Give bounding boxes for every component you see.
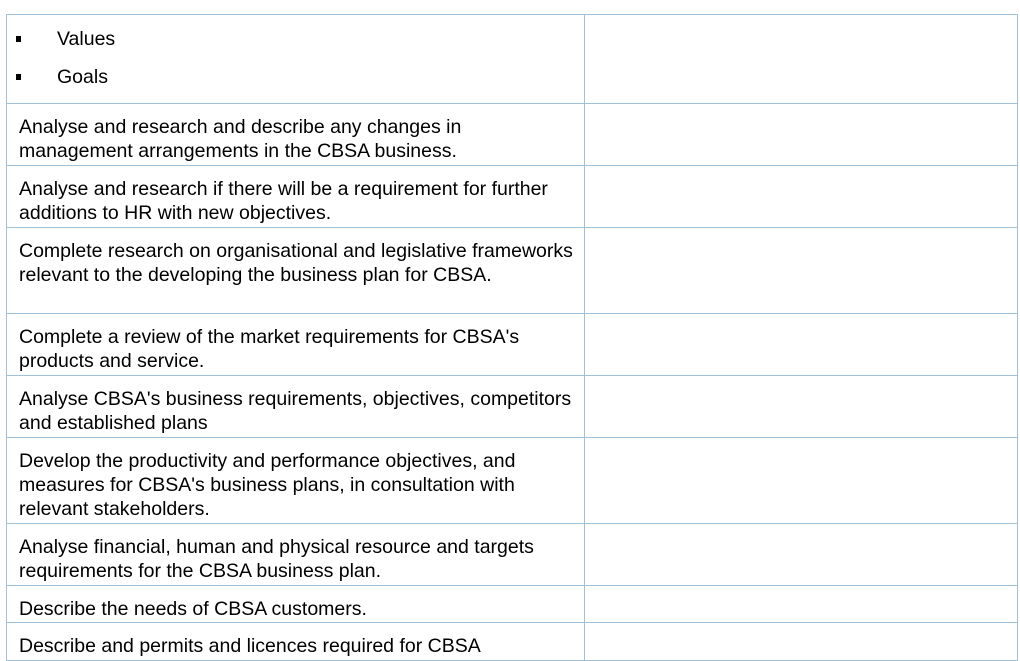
response-cell[interactable]: [585, 586, 1018, 623]
table-row: [7, 314, 1018, 376]
task-cell: [7, 376, 585, 438]
list-item: [7, 65, 584, 103]
list-item: [7, 27, 584, 65]
task-cell: [7, 438, 585, 524]
task-cell: [7, 104, 585, 166]
response-cell[interactable]: [585, 15, 1018, 104]
table-row: [7, 15, 1018, 104]
bullet-list: [7, 15, 584, 103]
task-cell: [7, 314, 585, 376]
table-row: [7, 228, 1018, 314]
task-cell: [7, 166, 585, 228]
list-item-label: Goals: [57, 66, 108, 88]
response-cell[interactable]: [585, 623, 1018, 661]
table-row: [7, 104, 1018, 166]
list-item-label: Values: [57, 28, 116, 50]
response-cell[interactable]: [585, 524, 1018, 586]
response-cell[interactable]: [585, 228, 1018, 314]
task-text: Describe and permits and licences required for CBSA: [19, 635, 481, 657]
task-text: Describe the needs of CBSA customers.: [19, 598, 367, 620]
bullet-square-icon: [16, 36, 21, 42]
response-cell[interactable]: [585, 104, 1018, 166]
response-cell[interactable]: [585, 166, 1018, 228]
table-row: [7, 438, 1018, 524]
task-text: Develop the productivity and performance objectives, and measures for CBSA's business plans, in consultation with relevant stakeholders.: [19, 450, 516, 520]
task-cell: [7, 15, 585, 104]
table-row: [7, 166, 1018, 228]
task-text: Analyse financial, human and physical resource and targets requirements for the CBSA business plan.: [19, 536, 534, 582]
requirements-table: [6, 14, 1018, 661]
task-text: Analyse and research and describe any changes in management arrangements in the CBSA business.: [19, 116, 462, 162]
task-cell: [7, 623, 585, 661]
table-row: [7, 376, 1018, 438]
response-cell[interactable]: [585, 314, 1018, 376]
task-cell: [7, 228, 585, 314]
task-text: Complete a review of the market requirements for CBSA's products and service.: [19, 326, 520, 372]
response-cell[interactable]: [585, 438, 1018, 524]
task-text: Complete research on organisational and legislative frameworks relevant to the developing the business plan for CBSA.: [19, 240, 573, 286]
task-cell: [7, 586, 585, 623]
bullet-square-icon: [16, 74, 21, 80]
table-row: [7, 524, 1018, 586]
table-row: [7, 623, 1018, 661]
table-row: [7, 586, 1018, 623]
response-cell[interactable]: [585, 376, 1018, 438]
task-text: Analyse CBSA's business requirements, objectives, competitors and established plans: [19, 388, 572, 434]
task-cell: [7, 524, 585, 586]
task-text: Analyse and research if there will be a requirement for further additions to HR with new objectives.: [19, 178, 548, 224]
